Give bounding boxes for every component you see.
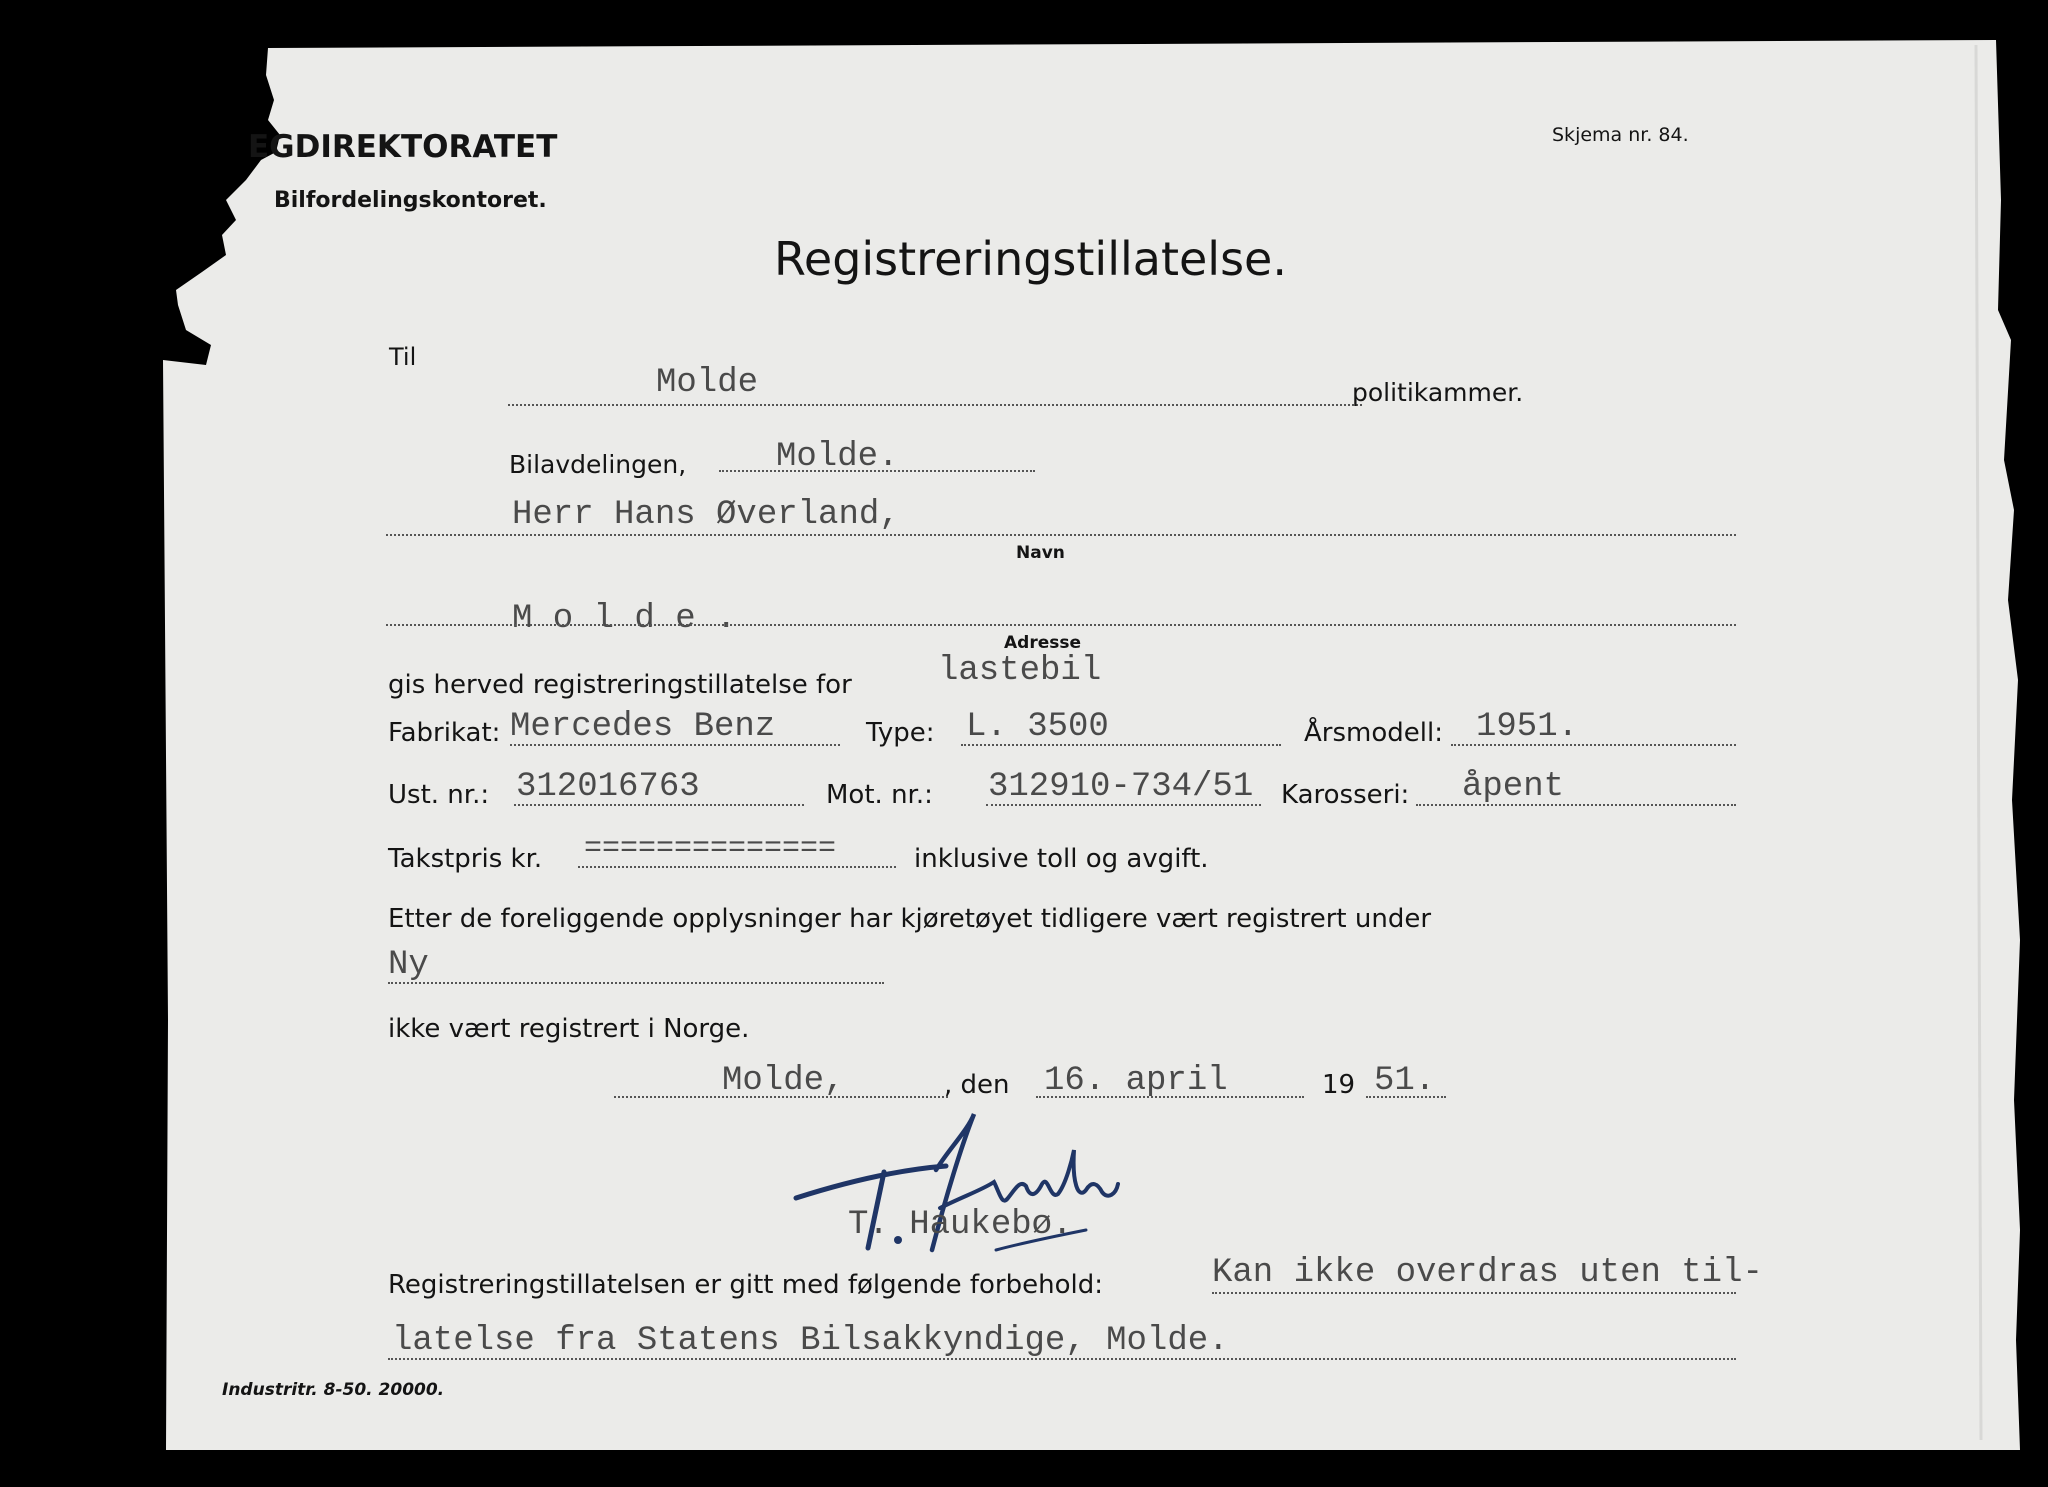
vehicle-dept-label: Bilavdelingen, xyxy=(509,450,687,479)
previous-reg-line xyxy=(388,982,884,984)
place-value: Molde, xyxy=(722,1062,845,1100)
chassis-number-value: 312016763 xyxy=(516,768,700,806)
price-suffix: inklusive toll og avgift. xyxy=(914,844,1209,874)
model-year-value: 1951. xyxy=(1476,708,1579,746)
print-info: Industritr. 8-50. 20000. xyxy=(222,1380,445,1400)
conditions-line-2-rule xyxy=(388,1358,1736,1360)
model-year-label: Årsmodell: xyxy=(1304,718,1443,748)
document-title: Registreringstillatelse. xyxy=(774,232,1287,286)
signatory-name: T. Haukebø. xyxy=(848,1206,1073,1244)
police-suffix: politikammer. xyxy=(1352,378,1524,407)
to-label: Til xyxy=(389,343,417,371)
address-caption: Adresse xyxy=(1004,633,1082,653)
make-value: Mercedes Benz xyxy=(510,708,776,746)
vehicle-dept-line xyxy=(719,470,1035,472)
model-year-line xyxy=(1451,744,1736,746)
handwritten-signature xyxy=(786,1100,1166,1270)
previous-reg-value: Ny xyxy=(388,946,429,984)
body-type-label: Karosseri: xyxy=(1281,780,1410,810)
make-line xyxy=(510,744,840,746)
grant-label: gis herved registreringstillatelse for xyxy=(388,670,852,700)
address-value: M o l d e . xyxy=(512,600,737,638)
price-value: ============== xyxy=(584,832,837,866)
police-district-value: Molde xyxy=(656,364,759,402)
conditions-line-1-rule xyxy=(1212,1292,1736,1294)
date-den-label: , den xyxy=(944,1070,1010,1100)
year-line xyxy=(1366,1096,1446,1098)
conditions-line-1: Kan ikke overdras uten til- xyxy=(1212,1254,1763,1292)
make-label: Fabrikat: xyxy=(388,718,501,748)
body-type-line xyxy=(1416,804,1736,806)
chassis-number-line xyxy=(514,804,804,806)
chassis-number-label: Ust. nr.: xyxy=(388,780,490,810)
document-page xyxy=(36,40,2020,1450)
price-label: Takstpris kr. xyxy=(388,844,543,874)
vehicle-dept-value: Molde. xyxy=(776,438,899,476)
vehicle-kind-value: lastebil xyxy=(938,652,1102,690)
office-name: Bilfordelingskontoret. xyxy=(274,188,547,213)
owner-name-line xyxy=(386,534,1736,536)
type-value: L. 3500 xyxy=(966,708,1109,746)
type-line xyxy=(961,744,1281,746)
address-line xyxy=(386,624,1736,626)
date-day-month-value: 16. april xyxy=(1044,1062,1228,1100)
owner-name-value: Herr Hans Øverland, xyxy=(512,496,900,534)
price-line xyxy=(578,866,896,868)
type-label: Type: xyxy=(866,718,935,748)
engine-number-value: 312910-734/51 xyxy=(988,768,1254,806)
engine-number-label: Mot. nr.: xyxy=(826,780,933,810)
police-district-line xyxy=(508,404,1362,406)
name-caption: Navn xyxy=(1016,543,1065,563)
agency-name: EGDIREKTORATET xyxy=(248,129,558,165)
date-day-month-line xyxy=(1036,1096,1304,1098)
previous-reg-text: Etter de foreliggende opplysninger har kjøretøyet tidligere vært registrert under xyxy=(388,904,1432,934)
engine-number-line xyxy=(986,804,1261,806)
previous-reg-text-2: ikke vært registrert i Norge. xyxy=(388,1014,750,1044)
body-type-value: åpent xyxy=(1462,768,1565,806)
conditions-line-2: latelse fra Statens Bilsakkyndige, Molde. xyxy=(392,1322,1229,1360)
year-prefix: 19 xyxy=(1322,1070,1356,1100)
conditions-label: Registreringstillatelsen er gitt med følgende forbehold: xyxy=(388,1270,1103,1300)
form-number: Skjema nr. 84. xyxy=(1552,124,1689,146)
year-suffix-value: 51. xyxy=(1374,1062,1436,1100)
